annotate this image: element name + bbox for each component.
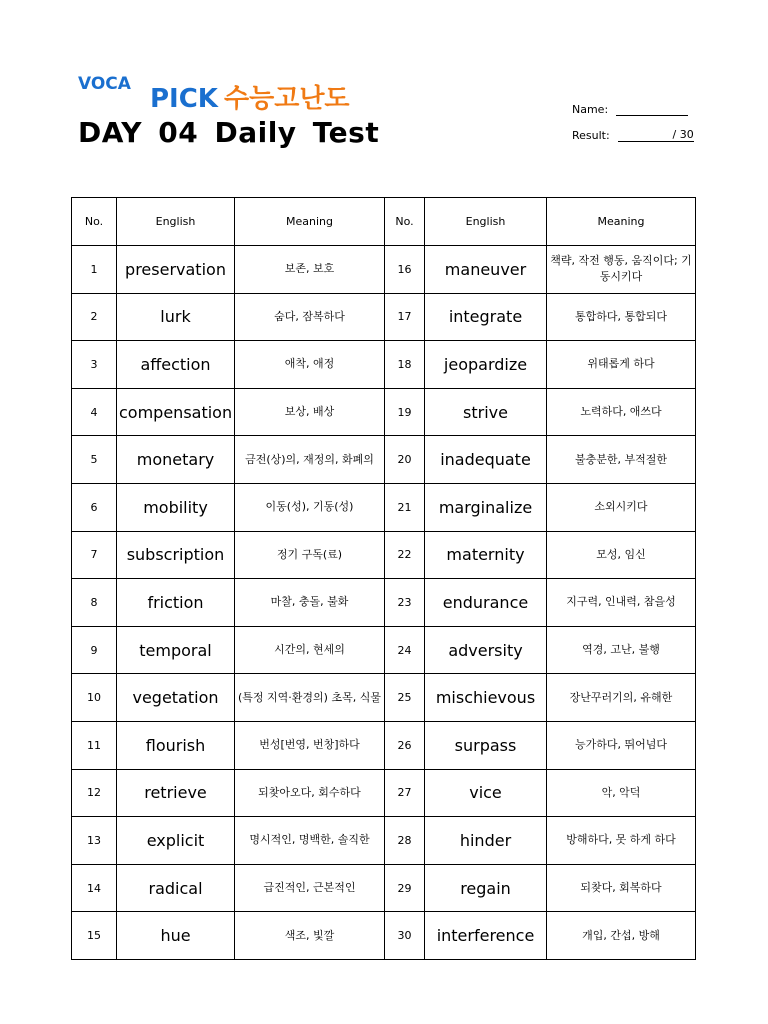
name-blank[interactable] [616,103,688,116]
english-word: lurk [117,293,235,341]
word-number: 14 [72,864,117,912]
korean-meaning: 소외시키다 [547,483,696,531]
table-row [72,674,696,722]
korean-meaning: 정기 구독(료) [235,531,385,579]
word-number: 25 [385,674,425,722]
korean-meaning: 능가하다, 뛰어넘다 [547,721,696,769]
table-row [72,864,696,912]
english-word: mobility [117,483,235,531]
result-total: / 30 [672,128,694,141]
table-row [72,246,696,294]
korean-meaning: 이동(성), 기동(성) [235,483,385,531]
english-word: vice [425,769,547,817]
english-word: monetary [117,436,235,484]
korean-meaning: 지구력, 인내력, 참을성 [547,579,696,627]
word-number: 24 [385,626,425,674]
brand-pick-logo [150,78,350,115]
word-number: 20 [385,436,425,484]
korean-meaning: 모성, 임신 [547,531,696,579]
word-number: 21 [385,483,425,531]
korean-meaning: 위태롭게 하다 [547,341,696,389]
english-word: surpass [425,721,547,769]
col-header-english: English [117,198,235,246]
korean-meaning: (특정 지역·환경의) 초목, 식물 [235,674,385,722]
table-row [72,626,696,674]
english-word: temporal [117,626,235,674]
korean-meaning: 애착, 애정 [235,341,385,389]
english-word: maternity [425,531,547,579]
english-word: affection [117,341,235,389]
english-word: marginalize [425,483,547,531]
korean-meaning: 되찾다, 회복하다 [547,864,696,912]
col-header-no: No. [385,198,425,246]
korean-meaning: 보상, 배상 [235,388,385,436]
english-word: interference [425,912,547,960]
word-number: 5 [72,436,117,484]
english-word: subscription [117,531,235,579]
word-number: 7 [72,531,117,579]
english-word: friction [117,579,235,627]
english-word: hinder [425,817,547,865]
table-body [72,246,696,960]
korean-meaning: 마찰, 충돌, 불화 [235,579,385,627]
name-label: Name: [572,103,609,116]
table-row [72,293,696,341]
korean-meaning: 통합하다, 통합되다 [547,293,696,341]
brand-voca-logo: VOCA [78,74,131,94]
table-row [72,721,696,769]
word-number: 1 [72,246,117,294]
korean-meaning: 명시적인, 명백한, 솔직한 [235,817,385,865]
english-word: jeopardize [425,341,547,389]
word-number: 27 [385,769,425,817]
korean-meaning: 개입, 간섭, 방해 [547,912,696,960]
word-number: 16 [385,246,425,294]
korean-meaning: 금전(상)의, 재정의, 화폐의 [235,436,385,484]
word-number: 17 [385,293,425,341]
word-number: 9 [72,626,117,674]
table-row [72,912,696,960]
table-row [72,341,696,389]
english-word: compensation [117,388,235,436]
english-word: retrieve [117,769,235,817]
korean-meaning: 시간의, 현세의 [235,626,385,674]
word-number: 29 [385,864,425,912]
table-row [72,531,696,579]
table-row [72,579,696,627]
english-word: vegetation [117,674,235,722]
result-label: Result: [572,129,610,142]
word-number: 12 [72,769,117,817]
english-word: inadequate [425,436,547,484]
result-blank[interactable] [618,129,694,142]
english-word: mischievous [425,674,547,722]
korean-meaning: 노력하다, 애쓰다 [547,388,696,436]
english-word: explicit [117,817,235,865]
vocab-table [71,197,696,960]
col-header-no: No. [72,198,117,246]
table-row [72,817,696,865]
word-number: 15 [72,912,117,960]
word-number: 23 [385,579,425,627]
brand-pick-text: PICK [150,84,218,114]
word-number: 26 [385,721,425,769]
english-word: regain [425,864,547,912]
word-number: 3 [72,341,117,389]
english-word: maneuver [425,246,547,294]
word-number: 10 [72,674,117,722]
table-row [72,769,696,817]
table-header-row [72,198,696,246]
korean-meaning: 되찾아오다, 회수하다 [235,769,385,817]
english-word: flourish [117,721,235,769]
word-number: 19 [385,388,425,436]
english-word: integrate [425,293,547,341]
word-number: 8 [72,579,117,627]
korean-meaning: 불충분한, 부적절한 [547,436,696,484]
word-number: 4 [72,388,117,436]
korean-meaning: 색조, 빛깔 [235,912,385,960]
table-row [72,483,696,531]
table-row [72,388,696,436]
word-number: 13 [72,817,117,865]
korean-meaning: 보존, 보호 [235,246,385,294]
word-number: 11 [72,721,117,769]
word-number: 22 [385,531,425,579]
english-word: endurance [425,579,547,627]
korean-meaning: 급진적인, 근본적인 [235,864,385,912]
korean-meaning: 장난꾸러기의, 유해한 [547,674,696,722]
page-title: DAY 04 Daily Test [78,116,380,149]
korean-meaning: 역경, 고난, 불행 [547,626,696,674]
col-header-english: English [425,198,547,246]
word-number: 6 [72,483,117,531]
word-number: 18 [385,341,425,389]
col-header-meaning: Meaning [547,198,696,246]
table-row [72,436,696,484]
word-number: 30 [385,912,425,960]
brand-korean-text: 수능고난도 [223,84,350,114]
korean-meaning: 번성[번영, 번창]하다 [235,721,385,769]
korean-meaning: 방해하다, 못 하게 하다 [547,817,696,865]
korean-meaning: 책략, 작전 행동, 움직이다; 기동시키다 [547,246,696,294]
english-word: adversity [425,626,547,674]
english-word: hue [117,912,235,960]
english-word: preservation [117,246,235,294]
result-field [572,129,694,142]
name-field [572,103,688,116]
word-number: 28 [385,817,425,865]
col-header-meaning: Meaning [235,198,385,246]
english-word: radical [117,864,235,912]
english-word: strive [425,388,547,436]
korean-meaning: 숨다, 잠복하다 [235,293,385,341]
word-number: 2 [72,293,117,341]
korean-meaning: 악, 악덕 [547,769,696,817]
